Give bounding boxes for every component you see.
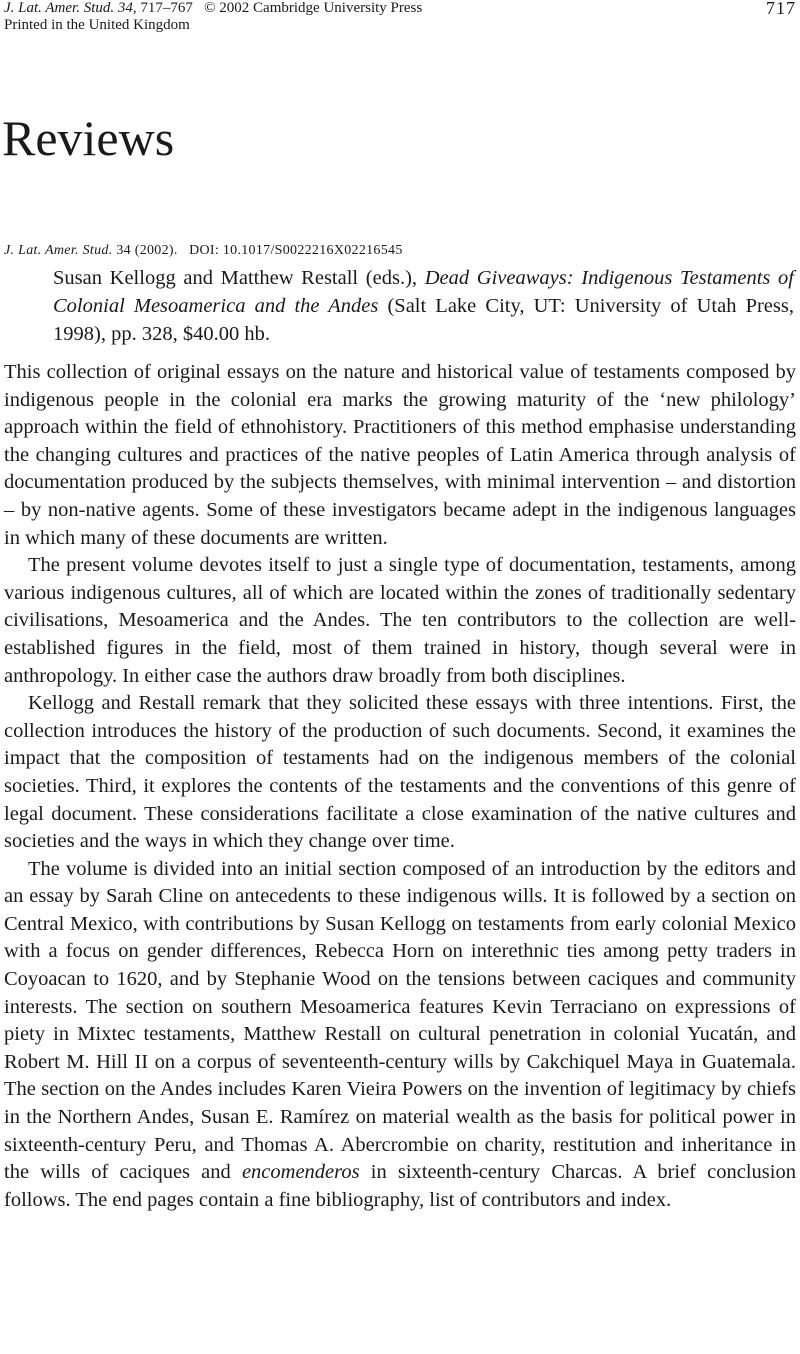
paragraph-4 [4,856,796,1215]
paragraph-4-italic: encomenderos [241,1161,360,1184]
book-editors: Susan Kellogg and Matthew Restall (eds.), [53,267,418,289]
citation-year: (2002). [134,243,178,258]
citation-journal: J. Lat. Amer. Stud. [4,243,113,258]
section-title: Reviews [2,110,175,166]
paragraph-4-text-b: in sixteenth-century Charcas. A brief conclusion follows. The end pages contain a fine bibliography, list of contributors and index. [4,1161,796,1211]
review-citation [4,243,403,259]
paragraph-2: The present volume devotes itself to just a single type of documentation, testaments, among various indigenous cultures, all of which are located within the zones of traditionally sedentary civilisations, Mesoamerica and the Andes. The ten contributors to the collection are well-established figures in the field, most of them trained in history, though several were in anthropology. In either case the authors draw broadly from both disciplines. [4,554,796,687]
paragraph-3: Kellogg and Restall remark that they solicited these essays with three intentions. First, the collection introduces the history of the production of such documents. Second, it examines the impact that the composition of testaments had on the indigenous members of the colonial societies. Third, it explores the contents of the testaments and the conventions of this genre of legal document. These considerations facilitate a close examination of the native cultures and societies and the ways in which they change over time. [4,692,796,853]
copyright-notice: © 2002 Cambridge University Press [204,0,423,16]
book-reference [53,264,794,348]
book-publication: (Salt Lake City, UT: University of Utah Press, 1998), pp. 328, $40.00 hb. [53,295,794,345]
book-title: Dead Giveaways: Indigenous Testaments of Colonial Mesoamerica and the Andes [53,267,795,317]
running-head [4,0,796,34]
printed-notice: Printed in the United Kingdom [4,17,190,33]
paragraph-1: This collection of original essays on the nature and historical value of testaments composed by indigenous people in the colonial era marks the growing maturity of the ‘new philology’ approach within the field of ethnohistory. Practitioners of this method emphasise understanding the changing cultures and practices of the native peoples of Latin America through analysis of documentation produced by the subjects themselves, with minimal intervention – and distortion – by non-native agents. Some of these investigators became adept in the indigenous languages in which many of these documents are written. [4,361,796,549]
page-range: , 717–767 [132,0,193,16]
journal-volume: 34 [117,0,133,16]
citation-volume: 34 [116,243,131,258]
journal-abbrev: J. Lat. Amer. Stud. [4,0,115,16]
review-body [4,359,796,1214]
citation-doi: DOI: 10.1017/S0022216X02216545 [189,243,403,258]
journal-citation-header [4,0,422,17]
paragraph-4-text-a: The volume is divided into an initial section composed of an introduction by the editors and an essay by Sarah Cline on antecedents to these indigenous wills. It is followed by a section on Central Mexico, with contributions by Susan Kellogg on testaments from early colonial Mexico with a focus on gender differences, Rebecca Horn on interethnic ties among petty traders in Coyoacan to 1620, and by Stephanie Wood on the tensions between caciques and community interests. The section on southern Mesoamerica features Kevin Terraciano on expressions of piety in Mixtec testaments, Matthew Restall on cultural penetration in colonial Yucatán, and Robert M. Hill II on a corpus of seventeenth-century wills by Cakchiquel Maya in Guatemala. The section on the Andes includes Karen Vieira Powers on the invention of legitimacy by chiefs in the Northern Andes, Susan E. Ramírez on material wealth as the basis for political power in sixteenth-century Peru, and Thomas A. Abercrombie on charity, restitution and inheritance in the wills of caciques and [4,857,796,1184]
page-number: 717 [766,0,796,18]
